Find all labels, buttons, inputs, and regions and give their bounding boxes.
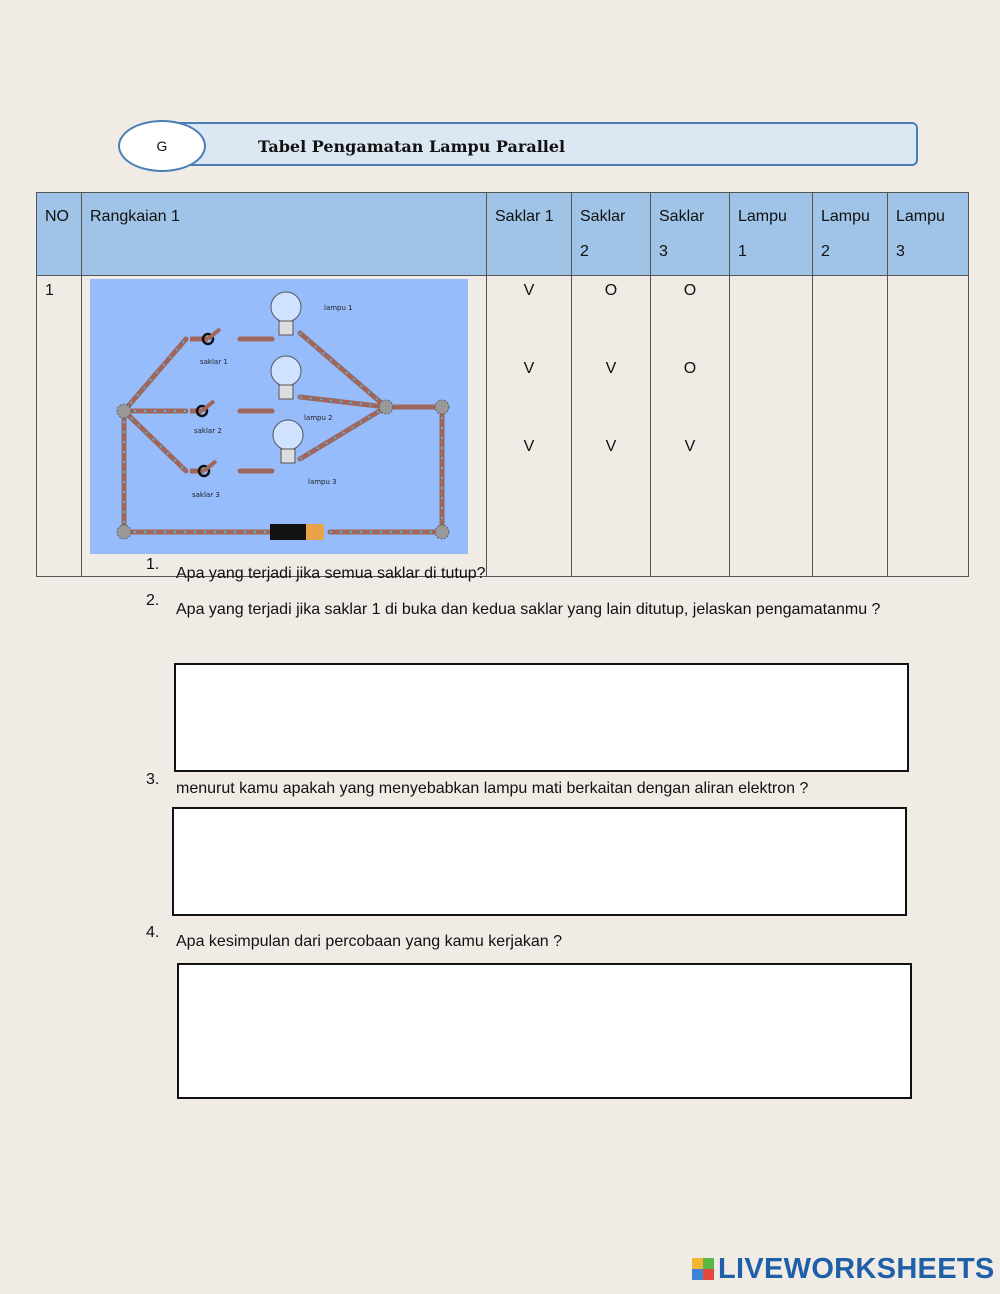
liveworksheets-logo-icon — [692, 1258, 714, 1280]
label-saklar-1: saklar 1 — [200, 358, 228, 366]
section-banner — [118, 118, 918, 170]
label-lampu-1: lampu 1 — [324, 304, 353, 312]
cell-saklar-2: O V V — [572, 276, 651, 577]
label-lampu-2: lampu 2 — [304, 414, 333, 422]
observation-table — [36, 192, 969, 577]
bulb-1-icon — [271, 292, 301, 335]
cell-saklar-1: V V V — [487, 276, 572, 577]
question-text: menurut kamu apakah yang menyebabkan lampu mati berkaitan dengan aliran elektron ? — [176, 780, 809, 797]
question-text: Apa yang terjadi jika saklar 1 di buka dan kedua saklar yang lain ditutup, jelaskan pengamatanmu ? — [176, 601, 881, 618]
cell-lampu-2[interactable] — [813, 276, 888, 577]
cell-lampu-3[interactable] — [888, 276, 969, 577]
battery-icon — [270, 524, 324, 540]
answer-box-3[interactable] — [172, 807, 907, 916]
bulb-2-icon — [271, 356, 301, 399]
label-saklar-2: saklar 2 — [194, 427, 222, 435]
liveworksheets-logo — [692, 1254, 995, 1284]
answer-box-4[interactable] — [177, 963, 912, 1099]
label-lampu-3: lampu 3 — [308, 478, 337, 486]
cell-lampu-1[interactable] — [730, 276, 813, 577]
question-number: 2. — [146, 592, 160, 609]
section-title-bar — [168, 122, 918, 166]
label-saklar-3: saklar 3 — [192, 491, 220, 499]
question-number: 3. — [146, 771, 160, 788]
switch-2 — [190, 401, 214, 416]
question-number: 4. — [146, 924, 160, 941]
header-lampu-3: Lampu 3 — [888, 193, 969, 276]
cell-circuit — [82, 276, 487, 577]
section-letter: G — [156, 138, 168, 154]
header-rangkaian: Rangkaian 1 — [82, 193, 487, 276]
header-lampu-1: Lampu 1 — [730, 193, 813, 276]
brand-text: LIVEWORKSHEETS — [718, 1252, 995, 1285]
section-letter-badge — [118, 120, 206, 172]
table-row — [37, 276, 969, 577]
switch-3 — [190, 461, 216, 476]
cell-no: 1 — [37, 276, 82, 577]
header-lampu-2: Lampu 2 — [813, 193, 888, 276]
section-title: Tabel Pengamatan Lampu Parallel — [258, 137, 566, 156]
question-number: 1. — [146, 556, 160, 573]
table-header-row — [37, 193, 969, 276]
header-saklar-1: Saklar 1 — [487, 193, 572, 276]
cell-saklar-3: O O V — [651, 276, 730, 577]
question-text: Apa kesimpulan dari percobaan yang kamu kerjakan ? — [176, 933, 563, 950]
header-saklar-2: Saklar 2 — [572, 193, 651, 276]
parallel-circuit-diagram — [90, 279, 468, 554]
header-no: NO — [37, 193, 82, 276]
header-saklar-3: Saklar 3 — [651, 193, 730, 276]
switch-1 — [190, 329, 220, 344]
answer-box-2[interactable] — [174, 663, 909, 772]
bulb-3-icon — [273, 420, 303, 463]
question-text: Apa yang terjadi jika semua saklar di tutup? — [176, 565, 486, 582]
